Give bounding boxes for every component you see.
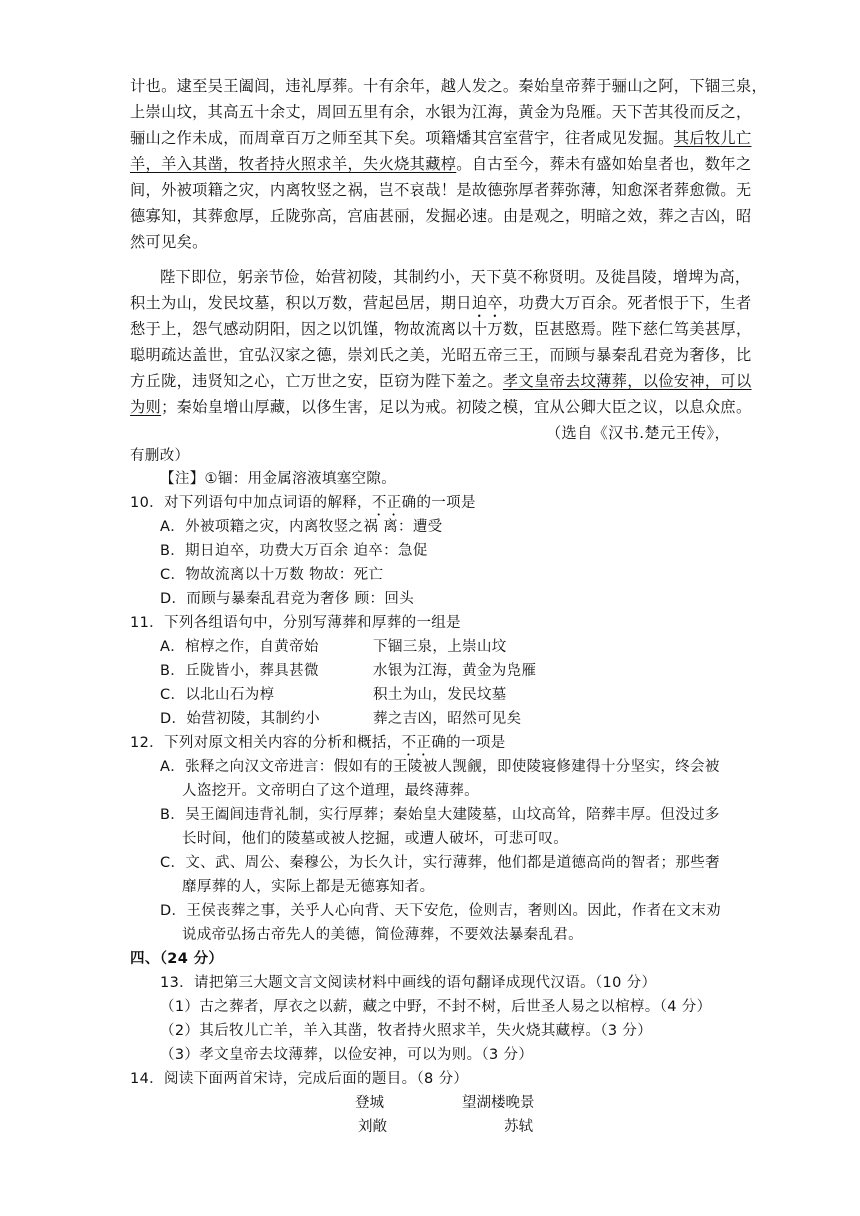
passage-line: 上崇山坟，其高五十余丈，周回五里有余，水银为江海，黄金为凫雁。天下苦其役而反之， [130,103,752,121]
passage-line: 愁于上，怨气感动阴阳，因之以饥馑，物故流离以十万数，臣甚愍焉。陛下慈仁笃美甚厚， [130,320,752,338]
option-d: D．王侯丧葬之事，关乎人心向背、天下安危，俭则吉，奢则凶。因此，作者在文末劝 [160,903,721,919]
option-d-cont: 说成帝弘扬古帝先人的美德，简俭薄葬，不要效法暴秦乱君。 [182,927,583,943]
option-c-cont: 靡厚葬的人，实际上都是无德寡知者。 [182,879,435,895]
footnote: 【注】①锢：用金属溶液填塞空隙。 [160,471,397,487]
passage-line: 羊，羊入其凿，牧者持火照求羊，失火烧其藏椁。自古至今，葬未有盛如始皇者也，数年之 [130,155,752,173]
poem-2-author: 苏轼 [504,1119,533,1135]
poem-2-title: 望湖楼晚景 [462,1095,535,1111]
source-citation: （选自《汉书.楚元王传》， [546,424,731,442]
option-b-cont: 长时间，他们的陵墓或被人挖掘，或遭人破坏，可悲可叹。 [182,831,569,847]
question-13-item-1: （1）古之葬者，厚衣之以薪，藏之中野，不封不树，后世圣人易之以棺椁。（4 分） [160,999,712,1015]
poem-1-author: 刘敞 [358,1119,387,1135]
option-b: B．吴王阖闾违背礼制，实行厚葬；秦始皇大建陵墓，山坟高耸，陪葬丰厚。但没过多 [160,807,720,823]
question-stem: 12．下列对原文相关内容的分析和概括，不正确的一项是 [130,735,506,751]
question-13-item-3: （3）孝文皇帝去坟薄葬，以俭安神，可以为则。（3 分） [160,1047,534,1063]
question-stem: 10．对下列语句中加点词语的解释，不正确的一项是 [130,495,476,511]
passage-line: 为则；秦始皇增山厚藏，以侈生害，足以为戒。初陵之模，宜从公卿大臣之议，以息众庶。 [130,398,752,416]
dotted-word: 不正 [401,735,432,751]
underlined-sentence: 为则 [130,398,162,416]
question-13: 13．请把第三大题文言文阅读材料中画线的语句翻译成现代汉语。（10 分） [160,975,657,991]
option-c: C．物故流离以十万数 物故：死亡 [160,567,384,583]
underlined-sentence: 羊，羊入其凿，牧者持火照求羊，失火烧其藏椁 [130,155,457,173]
option-d: D．而顾与暴秦乱君竞为奢侈 顾：回头 [160,591,415,607]
option-a: A．外被项籍之灾，内离牧竖之祸 离：遭受 [160,519,443,535]
section-heading: 四、（24 分） [130,951,224,967]
passage-line: 陛下即位，躬亲节俭，始营初陵，其制约小，天下莫不称贤明。及徙昌陵，增埤为高， [160,268,751,286]
passage-line: 然可见矣。 [130,233,208,251]
underlined-sentence: 孝文皇帝去坟薄葬，以俭安神，可以 [502,372,752,390]
question-13-item-2: （2）其后牧儿亡羊，羊入其凿，牧者持火照求羊，失火烧其藏椁。（3 分） [160,1023,653,1039]
dotted-word: 不正 [371,495,402,511]
source-citation-cont: 有删改） [130,448,190,464]
passage-line: 积土为山，发民坟墓，积以万数，营起邑居，期日迫卒，功费大万百余。死者恨于下，生者 [130,294,752,312]
passage-line: 骊山之作未成，而周章百万之师至其下矣。项籍燔其宫室营宇，往者咸见发掘。其后牧儿亡 [130,129,752,147]
passage-line: 聪明疏达盖世，宜弘汉家之德，崇刘氏之美，光昭五帝三王，而顾与暴秦乱君竞为奢侈，比 [130,346,752,364]
question-stem: 11．下列各组语句中，分别写薄葬和厚葬的一组是 [130,615,461,631]
question-14: 14．阅读下面两首宋诗，完成后面的题目。（8 分） [130,1071,469,1087]
passage-line: 方丘陇，违贤知之心，亡万世之安，臣窃为陛下羞之。孝文皇帝去坟薄葬，以俭安神，可以 [130,372,752,390]
option-c: C．文、武、周公、秦穆公，为长久计，实行薄葬，他们都是道德高尚的智者；那些奢 [160,855,720,871]
option-c: C．以北山石为椁 [160,687,275,703]
option-d: D．始营初陵，其制约小 [160,711,321,727]
option-b: B．丘陇皆小，葬具甚微 [160,663,319,679]
option-c-pair: 积土为山，发民坟墓 [373,687,507,703]
passage-line: 间，外被项籍之灾，内离牧竖之祸，岂不哀哉！是故德弥厚者葬弥薄，知愈深者葬愈微。无 [130,181,752,199]
option-b: B．期日迫卒，功费大万百余 迫卒：急促 [160,543,428,559]
option-a-pair: 下锢三泉，上崇山坟 [373,639,507,655]
passage-line: 计也。逮至吴王阖闾，违礼厚葬。十有余年，越人发之。秦始皇帝葬于骊山之阿，下锢三泉， [130,77,768,95]
poem-1-title: 登城 [355,1095,384,1111]
option-d-pair: 葬之吉凶，昭然可见矣 [373,711,522,727]
option-a: A．张释之向汉文帝进言：假如有的王陵被人觊觎，即使陵寝修建得十分坚实，终会被 [160,759,720,775]
option-a-cont: 人盗挖开。文帝明白了这个道理，最终薄葬。 [182,783,479,799]
dotted-word: 迫卒 [471,294,503,312]
passage-line: 德寡知，其葬愈厚，丘陇弥高，宫庙甚丽，发掘必速。由是观之，明暗之效，葬之吉凶，昭 [130,207,752,225]
underlined-sentence: 其后牧儿亡 [673,129,752,147]
option-a: A．棺椁之作，自黄帝始 [160,639,319,655]
option-b-pair: 水银为江海，黄金为凫雁 [373,663,537,679]
